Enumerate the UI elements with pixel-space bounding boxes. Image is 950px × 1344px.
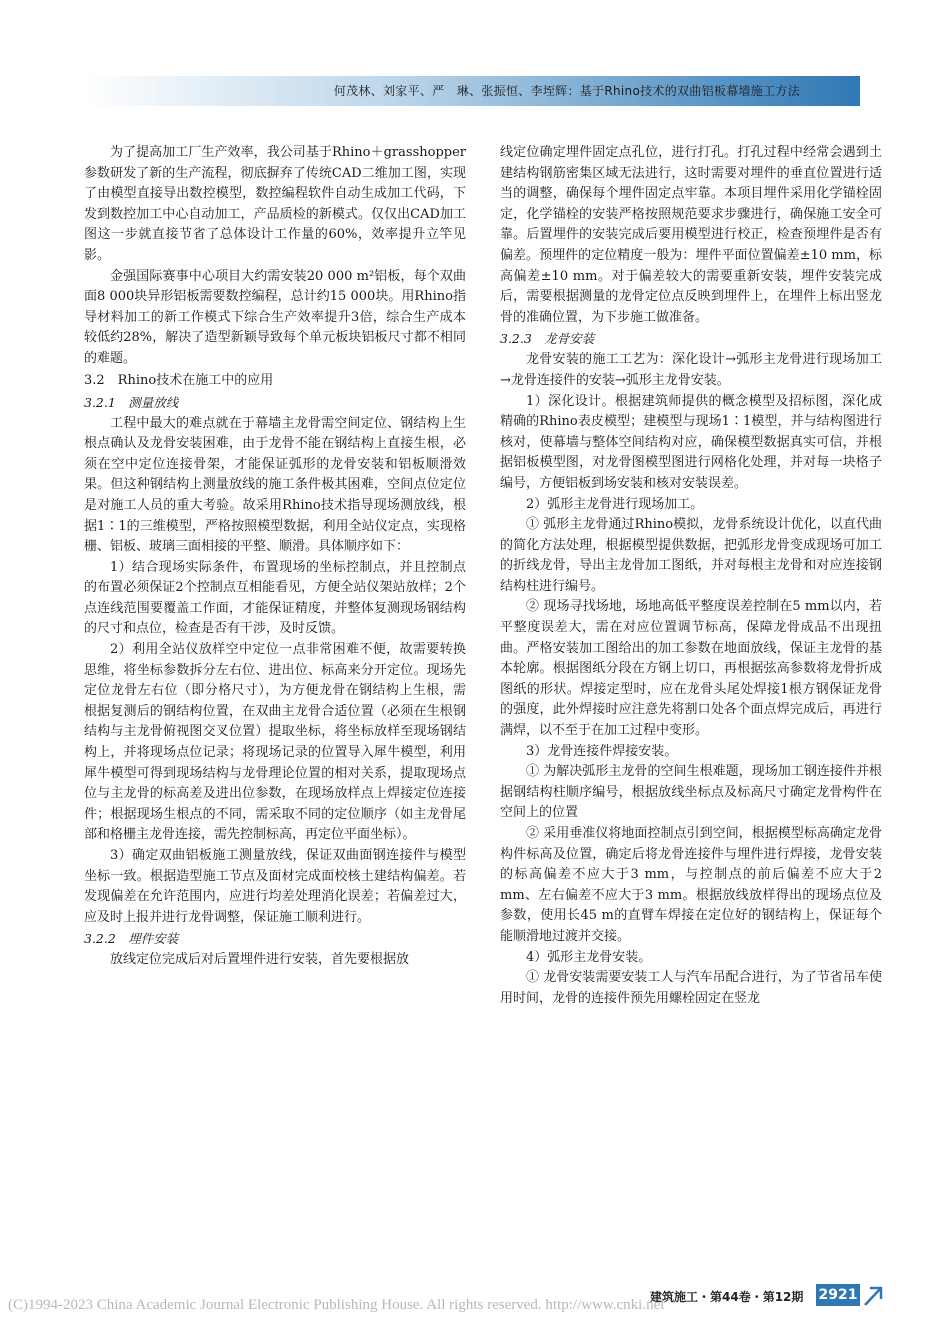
paragraph: 4）弧形主龙骨安装。 <box>526 949 652 965</box>
paragraph: ① 龙骨安装需要安装工人与汽车吊配合进行，为了节省吊车使用时间，龙骨的连接件预先用螺栓固定在竖龙 <box>500 970 882 1006</box>
paragraph: 线定位确定埋件固定点孔位，进行打孔。打孔过程中经常会遇到土建结构钢筋密集区域无法进行，这时需要对埋件的垂直位置进行适当的调整，确保每个埋件固定点牢靠。本项目埋件采用化学锚栓固定，化学锚栓的安装严格按照规范要求步骤进行，确保施工安全可靠。后置埋件的安装完成后要用模型进行校正，检查预埋件是否有偏差。预埋件的定位精度一般为：埋件平面位置偏差±10 mm，标高偏差±10 mm。对于偏差较大的需要重新安装，埋件安装完成后，需要根据测量的龙骨定位点反映到埋件上，在埋件上标出竖龙骨的准确位置，为下步施工做准备。 <box>500 145 882 325</box>
paragraph: 3）龙骨连接件焊接安装。 <box>526 743 678 759</box>
paragraph: 工程中最大的难点就在于幕墙主龙骨需空间定位、钢结构上生根点确认及龙骨安装困难，由于龙骨不能在钢结构上直接生根，必须在空中定位连接骨架，才能保证弧形的龙骨安装和铝板顺滑效果。但这种钢结构上测量放线的施工条件极其困难，空间点位定位是对施工人员的重大考验。故采用Rhino技术指导现场测放线，根据1∶1的三维模型，严格按照模型数据，利用全站仪定点，实现格栅、铝板、玻璃三面相接的平整、顺滑。具体顺序如下： <box>84 415 466 555</box>
paragraph: ② 现场寻找场地，场地高低平整度误差控制在5 mm以内，若平整度误差大，需在对应位置调节标高，保障龙骨成品不出现扭曲。严格安装加工图给出的加工参数在地面放线，保证主龙骨的基本轮廓。根据图纸分段在方钢上切口，再根据弦高参数将龙骨折成图纸的形状。焊接定型时，应在龙骨头尾处焊接1根方钢保证龙骨的强度，此外焊接时应注意先将割口处各个面点焊完成后，再进行满焊，以不至于在加工过程中变形。 <box>500 599 882 739</box>
paragraph: 2）利用全站仪放样空中定位一点非常困难不便，故需要转换思维，将坐标参数拆分左右位、进出位、标高来分开定位。现场先定位龙骨左右位（即分格尺寸），为方便龙骨在钢结构上生根，需根据复测后的钢结构位置，在双曲主龙骨合适位置（必须在生根钢结构与主龙骨俯视图交叉位置）提取坐标，将坐标放样至现场钢结构上，并将现场点位记录；将现场记录的位置导入犀牛模型，利用犀牛模型可得到现场结构与龙骨理论位置的相对关系，提取现场点位与主龙骨的标高差及进出位参数，在现场放样点上焊接定位连接件；根据现场生根点的不同，需采取不同的定位顺序（如主龙骨尾部和格栅主龙骨连接，需先控制标高，再定位平面坐标）。 <box>84 642 466 843</box>
subsection-heading: 3.2.3 龙骨安装 <box>500 331 595 347</box>
paragraph: 金强国际赛事中心项目大约需安装20 000 m²铝板，每个双曲面8 000块异形铝板需要数控编程，总计约15 000块。用Rhino指导材料加工的新工作模式下综合生产效率提升3倍，综合生产成本较低约28%，解决了造型新颖导致每个单元板块铝板尺寸都不相同的难题。 <box>84 268 466 366</box>
left-column <box>84 143 466 971</box>
paragraph: 1）结合现场实际条件，布置现场的坐标控制点，并且控制点的布置必须保证2个控制点互相能看见，方便全站仪架站放样；2个点连线范围要覆盖工作面，才能保证精度，并整体复测现场钢结构的尺寸和点位，检查是否有干涉，及时反馈。 <box>84 559 466 637</box>
paragraph: ① 弧形主龙骨通过Rhino模拟，龙骨系统设计优化，以直代曲的简化方法处理，根据模型提供数据，把弧形龙骨变成现场可加工的折线龙骨，导出主龙骨加工图纸，并对每根主龙骨和对应连接钢结构柱进行编号。 <box>500 517 882 594</box>
subsection-heading: 3.2.1 测量放线 <box>84 394 179 410</box>
paragraph: ① 为解决弧形主龙骨的空间生根难题，现场加工钢连接件并根据钢结构柱顺序编号，根据放线坐标点及标高尺寸确定龙骨构件在空间上的位置 <box>500 764 882 821</box>
paragraph: 龙骨安装的施工工艺为：深化设计→弧形主龙骨进行现场加工→龙骨连接件的安装→弧形主龙骨安装。 <box>500 352 882 388</box>
running-title: 何茂林、刘家平、严 琳、张振恒、李垤辉：基于Rhino技术的双曲铝板幕墙施工方法 <box>333 84 800 98</box>
paragraph: 放线定位完成后对后置埋件进行安装，首先要根据放 <box>110 952 410 968</box>
paragraph: 3）确定双曲铝板施工测量放线，保证双曲面钢连接件与模型坐标一致。根据造型施工节点及面材完成面校核土建结构偏差。若发现偏差在允许范围内，应进行均差处理消化误差；若偏差过大，应及时上报并进行龙骨调整，保证施工顺利进行。 <box>84 848 466 925</box>
subsection-heading: 3.2.2 埋件安装 <box>84 931 179 947</box>
paragraph: 为了提高加工厂生产效率，我公司基于Rhino＋grasshopper参数研发了新的生产流程，彻底摒弃了传统CAD二维加工图，实现了由模型直接导出数控模型，数控编程软件自动生成加工代码，下发到数控加工中心自动加工，产品质检的新模式。仅仅出CAD加工图这一步就直接节省了总体设计工作量的60%，效率提升立竿见影。 <box>84 145 466 263</box>
journal-info: 建筑施工・第44卷・第12期 <box>650 1290 804 1304</box>
paragraph: 2）弧形主龙骨进行现场加工。 <box>526 496 704 512</box>
paragraph: 1）深化设计。根据建筑师提供的概念模型及招标图，深化成精确的Rhino表皮模型；建模型与现场1∶1模型，并与结构图进行核对，使幕墙与整体空间结构对应，确保模型数据真实可信，并根据铝板模型图，对龙骨图模型图进行网格化处理，并对每一块格子编号，方便铝板到场安装和核对安装误差。 <box>500 393 882 491</box>
right-column <box>500 143 882 1009</box>
corner-arrow-icon <box>862 1284 884 1308</box>
copyright-watermark: (C)1994-2023 China Academic Journal Electronic Publishing House. All rights reserved. http://www.cnki.net <box>8 1297 665 1313</box>
section-heading: 3.2 Rhino技术在施工中的应用 <box>84 372 274 388</box>
page-number: 2921 <box>816 1284 860 1306</box>
paragraph: ② 采用垂准仪将地面控制点引到空间，根据模型标高确定龙骨构件标高及位置，确定后将龙骨连接件与埋件进行焊接，龙骨安装的标高偏差不应大于3 mm，与控制点的前后偏差不应大于2 mm、左右偏差不应大于3 mm。根据放线放样得出的现场点位及参数，使用长45 m的直臂车焊接在定位好的钢结构上，保证每个能顺滑地过渡并交接。 <box>500 826 882 944</box>
